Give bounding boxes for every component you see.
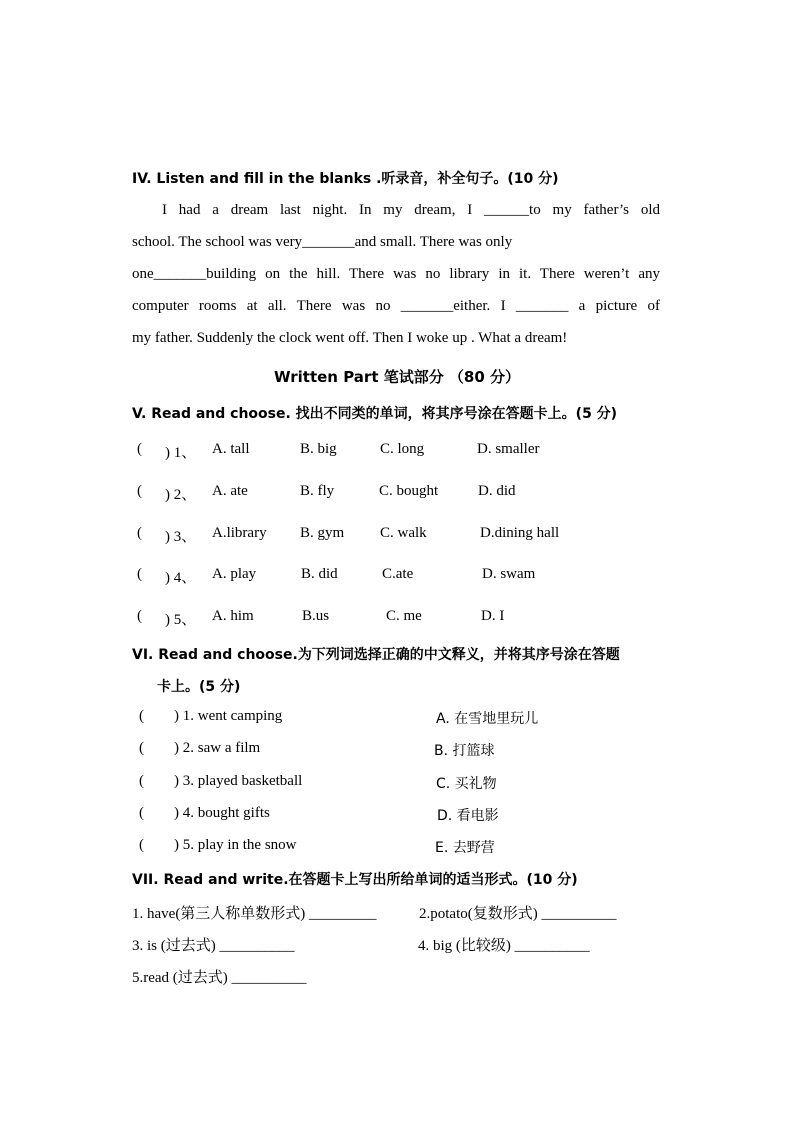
option-b: B. big: [300, 441, 337, 457]
answer-bracket: (: [137, 608, 142, 624]
english-phrase: ) 1. went camping: [174, 708, 283, 724]
option-b: B.us: [302, 608, 330, 624]
option-c: C. me: [386, 608, 422, 624]
option-a: A. play: [212, 566, 257, 582]
english-phrase: ) 5. play in the snow: [174, 837, 297, 853]
section-6-title-continued: 卡上。(5 分): [157, 679, 241, 695]
question-number: ) 3、: [165, 529, 197, 545]
option-d: D. I: [481, 608, 505, 624]
option-c: C. bought: [379, 483, 439, 499]
fill-item: 4. big (比较级) __________: [418, 938, 590, 954]
option-c: C. walk: [380, 525, 427, 541]
fill-item: 2.potato(复数形式) __________: [419, 906, 617, 922]
fill-item: 1. have(第三人称单数形式) _________: [132, 906, 377, 922]
chinese-meaning: C. 买礼物: [436, 776, 497, 792]
option-c: C. long: [380, 441, 425, 457]
section-5-title: V. Read and choose. 找出不同类的单词，将其序号涂在答题卡上。(5 分): [132, 406, 618, 422]
option-a: A. ate: [212, 483, 248, 499]
chinese-meaning: B. 打篮球: [434, 743, 495, 759]
chinese-meaning: D. 看电影: [437, 808, 499, 824]
answer-bracket: (: [137, 525, 142, 541]
answer-bracket: (: [139, 805, 144, 821]
question-number: ) 2、: [165, 487, 197, 503]
answer-bracket: (: [137, 441, 142, 457]
option-d: D.dining hall: [480, 525, 560, 541]
passage-line-3: one_______building on the hill. There was no library in it. There weren’t any: [132, 266, 660, 282]
section-7-title: VII. Read and write.在答题卡上写出所给单词的适当形式。(10 分): [132, 872, 578, 888]
chinese-meaning: E. 去野营: [435, 840, 495, 856]
answer-bracket: (: [137, 566, 142, 582]
question-number: ) 4、: [165, 570, 197, 586]
section-4-title: IV. Listen and fill in the blanks .听录音，补全句子。(10 分): [132, 171, 559, 187]
option-a: A.library: [212, 525, 267, 541]
english-phrase: ) 3. played basketball: [174, 773, 303, 789]
section-6-title: VI. Read and choose.为下列词选择正确的中文释义，并将其序号涂在答题: [132, 647, 620, 663]
answer-bracket: (: [139, 708, 144, 724]
option-d: D. smaller: [477, 441, 540, 457]
passage-line-1: I had a dream last night. In my dream, I ______to my father’s old: [162, 202, 660, 218]
answer-bracket: (: [139, 740, 144, 756]
answer-bracket: (: [139, 773, 144, 789]
option-a: A. him: [212, 608, 254, 624]
fill-item: 5.read (过去式) __________: [132, 970, 307, 986]
section-4-passage: [132, 194, 660, 354]
option-d: D. swam: [482, 566, 536, 582]
option-b: B. gym: [300, 525, 345, 541]
option-b: B. fly: [300, 483, 335, 499]
passage-line-5: my father. Suddenly the clock went off. Then I woke up . What a dream!: [132, 330, 568, 346]
question-number: ) 1、: [165, 445, 197, 461]
written-part-title: Written Part 笔试部分 （80 分）: [273, 368, 521, 386]
question-number: ) 5、: [165, 612, 197, 628]
option-d: D. did: [478, 483, 516, 499]
english-phrase: ) 4. bought gifts: [174, 805, 270, 821]
chinese-meaning: A. 在雪地里玩儿: [436, 711, 539, 727]
passage-line-2: school. The school was very_______and small. There was only: [132, 234, 513, 250]
passage-line-4: computer rooms at all. There was no _______either. I _______ a picture of: [132, 298, 660, 314]
option-c: C.ate: [382, 566, 414, 582]
answer-bracket: (: [137, 483, 142, 499]
answer-bracket: (: [139, 837, 144, 853]
option-b: B. did: [301, 566, 338, 582]
fill-item: 3. is (过去式) __________: [132, 938, 295, 954]
option-a: A. tall: [212, 441, 250, 457]
english-phrase: ) 2. saw a film: [174, 740, 261, 756]
